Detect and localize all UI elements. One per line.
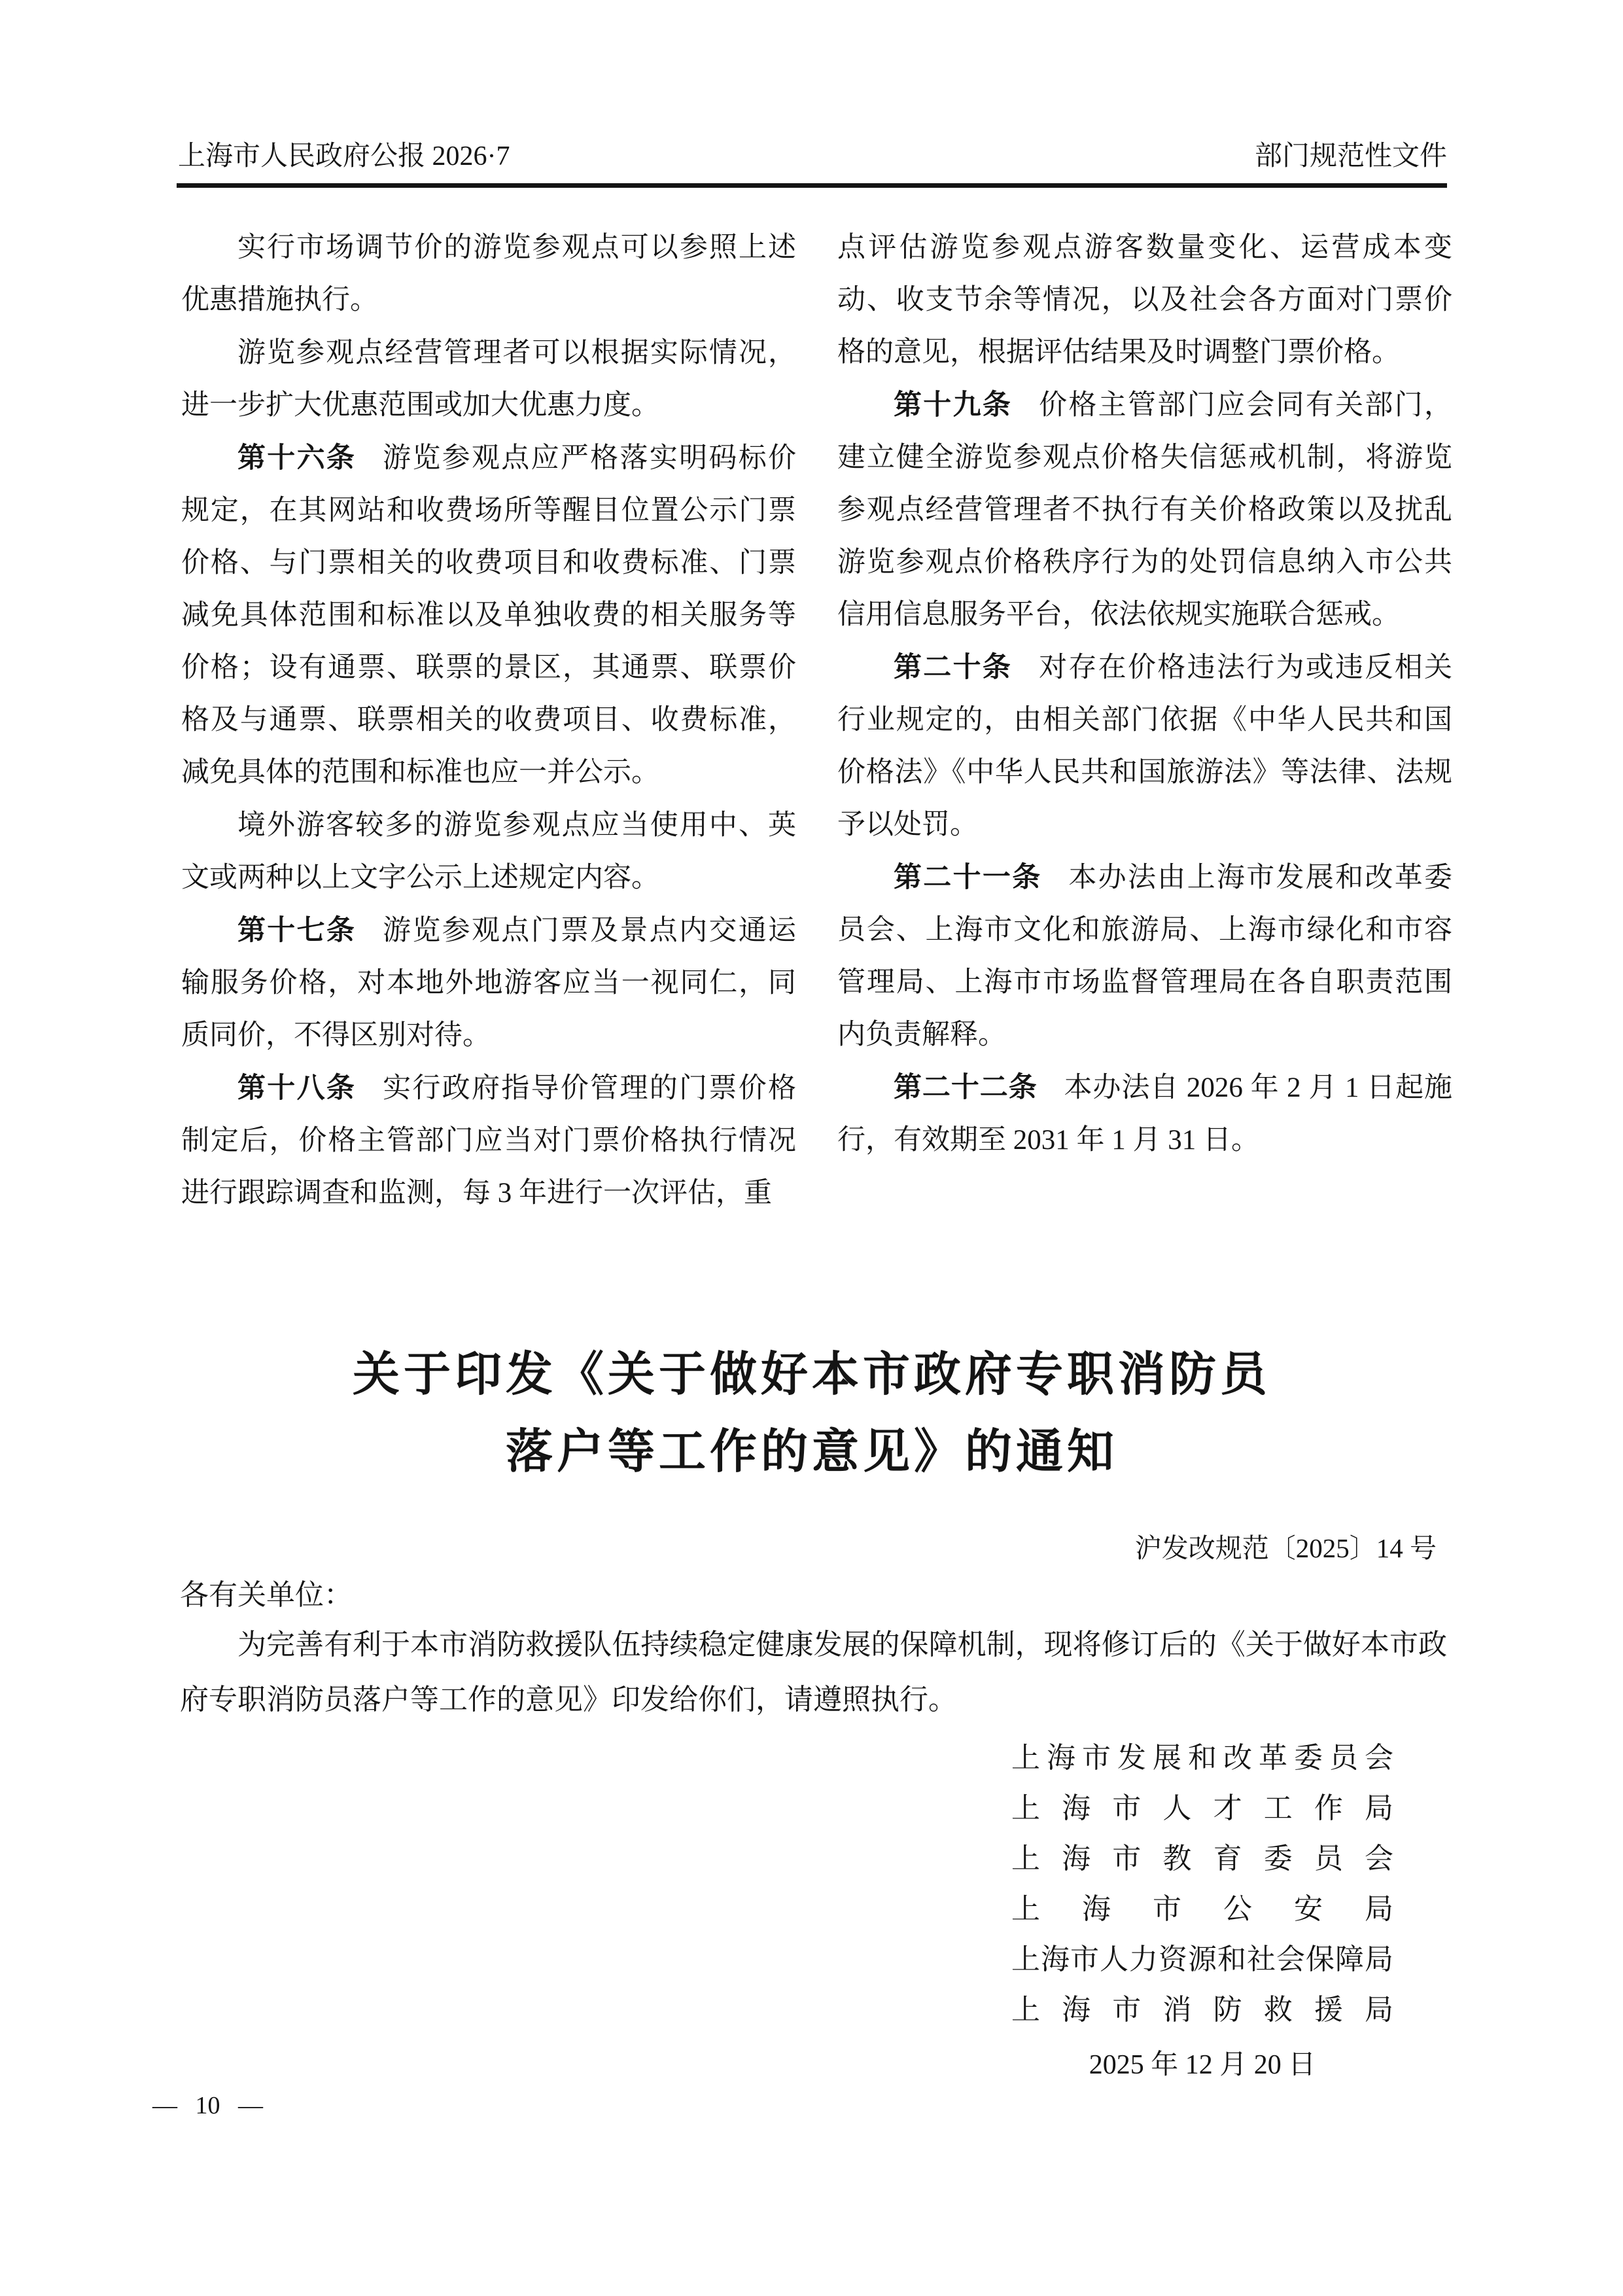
article-paragraph xyxy=(837,1061,1452,1167)
notice-title-line-1: 关于印发《关于做好本市政府专职消防员 xyxy=(352,1349,1271,1401)
article-text: 实行政府指导价管理的门票价格制定后，价格主管部门应当对门票价格执行情况进行跟踪调查和监测，每 3 年进行一次评估，重 xyxy=(181,1073,797,1209)
article-number: 第十九条 xyxy=(894,389,1013,421)
article-paragraph xyxy=(837,641,1452,851)
issue-date: 2025 年 12 月 20 日 xyxy=(1089,2050,1316,2080)
article-number: 第二十条 xyxy=(894,652,1013,683)
article-number: 第十八条 xyxy=(237,1072,357,1104)
article-number: 第十六条 xyxy=(237,442,357,474)
article-paragraph xyxy=(837,379,1452,641)
signatory: 上海市教育委员会 xyxy=(1011,1843,1393,1875)
salutation: 各有关单位： xyxy=(180,1579,353,1611)
article-paragraph xyxy=(837,851,1452,1061)
article-paragraph xyxy=(181,432,796,799)
article-text: 游览参观点应严格落实明码标价规定，在其网站和收费场所等醒目位置公示门票价格、与门票相关的收费项目和收费标准、门票减免具体范围和标准以及单独收费的相关服务等价格；设有通票、联票的景区，其通票、联票价格及与通票、联票相关的收费项目、收费标准，减免具体的范围和标准也应一并公示。 xyxy=(181,443,797,788)
article-text: 境外游客较多的游览参观点应当使用中、英文或两种以上文字公示上述规定内容。 xyxy=(181,810,796,893)
regulation-columns xyxy=(181,221,1452,1220)
article-paragraph xyxy=(181,327,796,432)
notice-body: 为完善有利于本市消防救援队伍持续稳定健康发展的保障机制，现将修订后的《关于做好本市政府专职消防员落户等工作的意见》印发给你们，请遵照执行。 xyxy=(180,1629,1447,1716)
signatory: 上海市发展和改革委员会 xyxy=(1011,1742,1393,1774)
article-paragraph xyxy=(181,1062,796,1220)
article-number: 第二十二条 xyxy=(894,1072,1038,1103)
running-head xyxy=(178,140,1447,173)
article-text: 游览参观点经营管理者可以根据实际情况，进一步扩大优惠范围或加大优惠力度。 xyxy=(181,338,796,421)
article-paragraph xyxy=(181,221,796,327)
article-paragraph xyxy=(837,221,1452,379)
article-text: 本办法由上海市发展和改革委员会、上海市文化和旅游局、上海市绿化和市容管理局、上海市市场监督管理局在各自职责范围内负责解释。 xyxy=(837,862,1453,1050)
article-paragraph xyxy=(181,904,796,1062)
signatory: 上海市人才工作局 xyxy=(1011,1792,1393,1824)
page-number: — 10 — xyxy=(152,2092,263,2119)
article-text: 价格主管部门应会同有关部门，建立健全游览参观点价格失信惩戒机制，将游览参观点经营管理者不执行有关价格政策以及扰乱游览参观点价格秩序行为的处罚信息纳入市公共信用信息服务平台，依法依规实施联合惩戒。 xyxy=(837,390,1453,630)
signatory: 上海市公安局 xyxy=(1011,1893,1393,1925)
right-column xyxy=(837,221,1452,1220)
article-number: 第十七条 xyxy=(237,915,357,946)
signatory: 上海市消防救援局 xyxy=(1011,1994,1393,2026)
article-text: 本办法自 2026 年 2 月 1 日起施行，有效期至 2031 年 1 月 31 日。 xyxy=(837,1072,1453,1156)
article-text: 点评估游览参观点游客数量变化、运营成本变动、收支节余等情况，以及社会各方面对门票价格的意见，根据评估结果及时调整门票价格。 xyxy=(837,232,1452,368)
doc-number: 沪发改规范〔2025〕14 号 xyxy=(1134,1533,1437,1563)
section-label: 部门规范性文件 xyxy=(1254,141,1447,171)
article-text: 对存在价格违法行为或违反相关行业规定的，由相关部门依据《中华人民共和国价格法》《中华人民共和国旅游法》等法律、法规予以处罚。 xyxy=(837,652,1453,840)
notice-title-line-2: 落户等工作的意见》的通知 xyxy=(505,1426,1118,1478)
header-rule xyxy=(177,183,1447,188)
article-number: 第二十一条 xyxy=(894,862,1042,893)
article-text: 实行市场调节价的游览参观点可以参照上述优惠措施执行。 xyxy=(181,232,796,315)
signature-block xyxy=(1011,1733,1393,2091)
notice-title xyxy=(177,1336,1447,1491)
article-text: 游览参观点门票及景点内交通运输服务价格，对本地外地游客应当一视同仁，同质同价，不得区别对待。 xyxy=(181,915,797,1051)
signatory: 上海市人力资源和社会保障局 xyxy=(1011,1943,1393,1975)
left-column xyxy=(181,221,796,1220)
gazette-title: 上海市人民政府公报 2026·7 xyxy=(178,141,510,171)
article-paragraph xyxy=(181,799,796,904)
